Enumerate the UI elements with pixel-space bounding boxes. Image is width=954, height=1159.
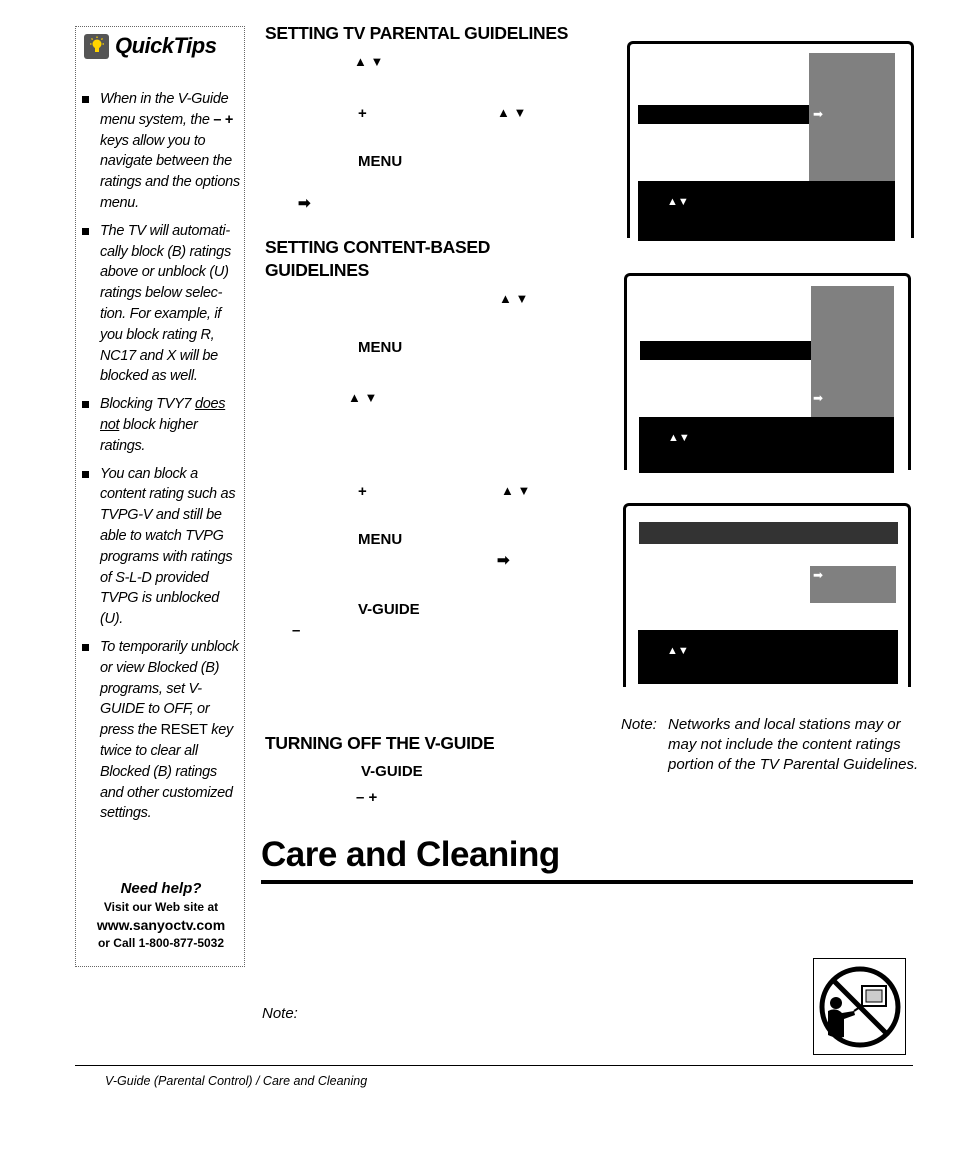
note-label: Note: <box>621 716 657 733</box>
bullet-icon <box>82 644 89 651</box>
tv-screen-1 <box>627 41 914 238</box>
screen-help-bar <box>639 417 894 473</box>
note-text: Networks and local stations may or may not include the content ratings portion of the TV Parental Guidelines. <box>668 716 919 773</box>
quicktips-list <box>82 89 242 831</box>
up-down-arrows-icon: ▲▼ <box>667 645 689 657</box>
bullet-icon <box>82 96 89 103</box>
screen-help-bar <box>638 181 895 241</box>
help-title: Need help? <box>120 880 202 897</box>
up-down-keys-icon: ▲ ▼ <box>348 390 378 405</box>
no-spray-cleaner-icon <box>813 958 906 1055</box>
right-arrow-icon: ➡ <box>813 391 824 405</box>
heading-turning-off: TURNING OFF THE V-GUIDE <box>265 733 495 753</box>
right-arrow-icon: ➡ <box>813 568 824 582</box>
up-down-keys-icon: ▲ ▼ <box>354 54 384 69</box>
minus-plus-keys: – + <box>356 789 378 806</box>
up-down-keys-icon: ▲ ▼ <box>499 291 529 306</box>
title-rule <box>261 880 913 884</box>
up-down-arrows-icon: ▲▼ <box>667 196 689 208</box>
up-down-keys-icon: ▲ ▼ <box>501 483 531 498</box>
menu-key: MENU <box>358 339 403 356</box>
tip-item: When in the V-Guide menu system, the – + keys allow you to navigate between the ratings and the options menu. <box>82 89 242 214</box>
plus-key: + <box>358 483 367 500</box>
minus-key: – <box>292 622 301 639</box>
bullet-icon <box>82 471 89 478</box>
screen-help-bar <box>638 630 898 684</box>
menu-key: MENU <box>358 531 403 548</box>
vguide-key: V-GUIDE <box>358 601 420 618</box>
help-line: Visit our Web site at <box>103 900 219 914</box>
tv-screen-2 <box>624 273 911 470</box>
right-arrow-icon: ➡ <box>813 107 824 121</box>
page-footer: V-Guide (Parental Control) / Care and Cleaning <box>105 1074 368 1088</box>
heading-tv-parental: SETTING TV PARENTAL GUIDELINES <box>265 23 569 43</box>
tip-item: To temporarily unblock or view Blocked (B) programs, set V-GUIDE to OFF, or press the RESET key twice to clear all Blocked (B) ratings and other customized settings. <box>82 637 242 824</box>
care-cleaning-title: Care and Cleaning <box>261 835 560 874</box>
care-note-label: Note: <box>262 1005 298 1022</box>
help-box <box>76 880 246 950</box>
plus-key: + <box>358 105 367 122</box>
tip-item: The TV will automati-cally block (B) ratings above or unblock (U) ratings below selec-tion. For example, if you block rating R, NC17 and X will be blocked as well. <box>82 221 242 387</box>
quicktips-header <box>84 33 216 59</box>
quicktips-sidebar <box>75 26 245 967</box>
menu-key: MENU <box>358 153 403 170</box>
footer-rule <box>75 1065 913 1066</box>
screen-title-bar <box>639 522 898 544</box>
tip-keys: – + <box>213 111 234 128</box>
vguide-key: V-GUIDE <box>361 763 423 780</box>
up-down-keys-icon: ▲ ▼ <box>497 105 527 120</box>
screen-highlight-bar <box>640 341 811 360</box>
tip-item: Blocking TVY7 does not block higher ratings. <box>82 394 242 456</box>
bullet-icon <box>82 228 89 235</box>
right-arrow-icon: ➡ <box>298 195 311 212</box>
right-arrow-icon: ➡ <box>497 552 510 569</box>
heading-content-based: SETTING CONTENT-BASED GUIDELINES <box>265 237 491 280</box>
bullet-icon <box>82 401 89 408</box>
help-website-link[interactable]: www.sanyoctv.com <box>96 917 226 933</box>
lightbulb-icon <box>84 34 109 59</box>
content-ratings-note <box>621 715 921 775</box>
help-phone: or Call 1-800-877-5032 <box>97 936 225 950</box>
tip-item: You can block a content rating such as TVPG-V and still be able to watch TVPG programs with ratings of S-L-D provided TVPG is unblocked (U). <box>82 464 242 630</box>
screen-menu-panel <box>811 286 894 417</box>
quicktips-title: QuickTips <box>115 33 217 58</box>
tv-screen-3 <box>623 503 911 687</box>
up-down-arrows-icon: ▲▼ <box>668 432 690 444</box>
screen-highlight-bar <box>638 105 809 124</box>
